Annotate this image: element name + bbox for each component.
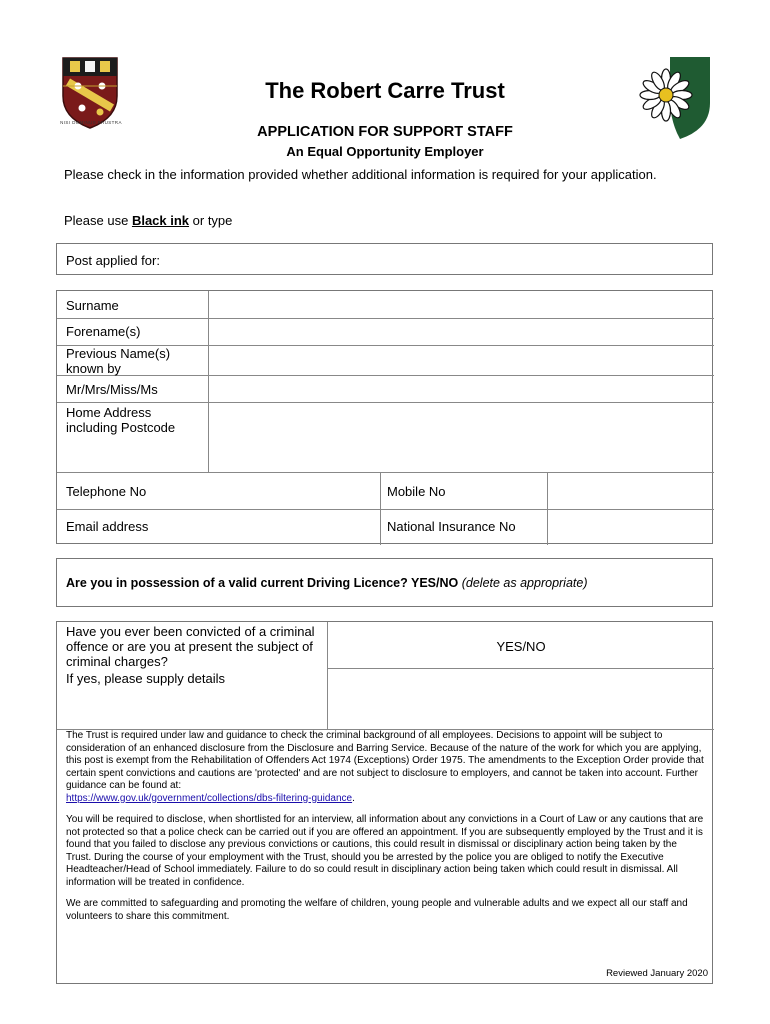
email-label: Email address xyxy=(66,519,149,534)
surname-input[interactable] xyxy=(209,291,714,318)
criminal-details-label: If yes, please supply details xyxy=(66,671,225,686)
form-title: APPLICATION FOR SUPPORT STAFF xyxy=(257,124,513,140)
disclosure-paragraph-2: You will be required to disclose, when shortlisted for an interview, all information about any convictions in a Court of Law or any cautions that are not protected so that a police check can be carried out if you are offered an appointment. If you are subsequently employed by the Trust and it is found that you failed to disclose any previous convictions or cautions, this could result in dismissal or disciplinary action being taken by the Trust. During the course of your employment with the Trust, should you be arrested by the police you are obliged to notify the Executive Headteacher/Head of School immediately. Failure to do so could result in disciplinary action being taken which could result in dismissal. All information will be treated in confidence. xyxy=(66,814,704,888)
post-applied-field[interactable] xyxy=(56,243,713,275)
ni-label: National Insurance No xyxy=(387,519,516,534)
disclosure-paragraph-1: The Trust is required under law and guidance to check the criminal background of all employees. Decisions to appoint will be subject to consideration of an enhanced disclosure from the Disclosure and Barring Service. Because of the nature of the work for which you are applying, this post is exempt from the Rehabilitation of Offenders Act 1974 (Exceptions) Order 1975. The amendments to the Exception Order provide that certain spent convictions and cautions are 'protected' and are not subject to disclosure to employers, and cannot be taken into account. Further guidance can be found at: xyxy=(66,730,704,791)
intro-text: Please check in the information provided whether additional information is required for your application. xyxy=(64,167,657,182)
driving-licence-box[interactable] xyxy=(56,558,713,607)
title-label: Mr/Mrs/Miss/Ms xyxy=(66,382,158,397)
safeguarding-paragraph: We are committed to safeguarding and promoting the welfare of children, young people and vulnerable adults and we expect all our staff and volunteers to share this commitment. xyxy=(66,898,688,922)
telephone-label: Telephone No xyxy=(66,484,147,499)
crest-motto: NISI DOMINUS FRUSTRA xyxy=(60,120,122,125)
mobile-label: Mobile No xyxy=(387,484,446,499)
disclosure-notice: The Trust is required under law and guidance to check the criminal background of all employees. Decisions to appoint will be subject to consideration of an enhanced disclosure from the Disclosure and Barring Service. Because of the nature of the work for which you are applying, this post is exempt from the Rehabilitation of Offenders Act 1974 (Exceptions) Order 1975. The amendments to the Exception Order provide that certain spent convictions and cautions are 'protected' and are not subject to disclosure to employers, and cannot be taken into account. Further guidance can be found at: https://www.gov.uk/government/collections/dbs-filtering-guidance. You will be required to disclose, when shortlisted for an interview, all information about any convictions in a Court of Law or any cautions that are not protected so that a police check can be carried out if you are offered an appointment. If you are subsequently employed by the Trust and it is found that you failed to disclose any previous convictions or cautions, this could result in dismissal or disciplinary action being taken by the Trust. During the course of your employment with the Trust, should you be arrested by the police you are obliged to notify the Executive Headteacher/Head of School immediately. Failure to do so could result in disciplinary action being taken which could result in dismissal. All information will be treated in confidence. We are committed to safeguarding and promoting the welfare of children, young people and vulnerable adults and we expect all our staff and volunteers to share this commitment. xyxy=(66,730,704,922)
criminal-details-input[interactable] xyxy=(328,669,714,729)
surname-label: Surname xyxy=(66,298,119,313)
ink-instruction: Please use Black ink or type xyxy=(64,213,233,228)
dbs-guidance-link[interactable]: https://www.gov.uk/government/collections/dbs-filtering-guidance xyxy=(66,792,353,804)
personal-details-table xyxy=(56,290,713,544)
criminal-record-box xyxy=(56,621,713,984)
previous-names-input[interactable] xyxy=(209,346,714,375)
criminal-question: Have you ever been convicted of a criminal offence or are you at present the subject of criminal charges? xyxy=(66,624,315,669)
title-input[interactable] xyxy=(209,376,714,402)
driving-licence-question: Are you in possession of a valid current Driving Licence? YES/NO (delete as appropriate) xyxy=(66,576,588,590)
ni-input[interactable] xyxy=(548,510,714,545)
mobile-input[interactable] xyxy=(548,473,714,509)
forenames-input[interactable] xyxy=(209,319,714,345)
previous-names-label: Previous Name(s) known by xyxy=(66,346,171,376)
reviewed-date: Reviewed January 2020 xyxy=(606,968,708,979)
employer-note: An Equal Opportunity Employer xyxy=(286,144,484,159)
forenames-label: Forename(s) xyxy=(66,324,141,339)
telephone-input[interactable] xyxy=(209,473,380,509)
criminal-yes-no[interactable]: YES/NO xyxy=(496,639,546,654)
address-label: Home Address including Postcode xyxy=(66,405,176,435)
email-input[interactable] xyxy=(209,510,380,545)
page-title: The Robert Carre Trust xyxy=(265,78,505,103)
post-applied-label: Post applied for: xyxy=(66,253,160,268)
address-input[interactable] xyxy=(209,403,714,472)
